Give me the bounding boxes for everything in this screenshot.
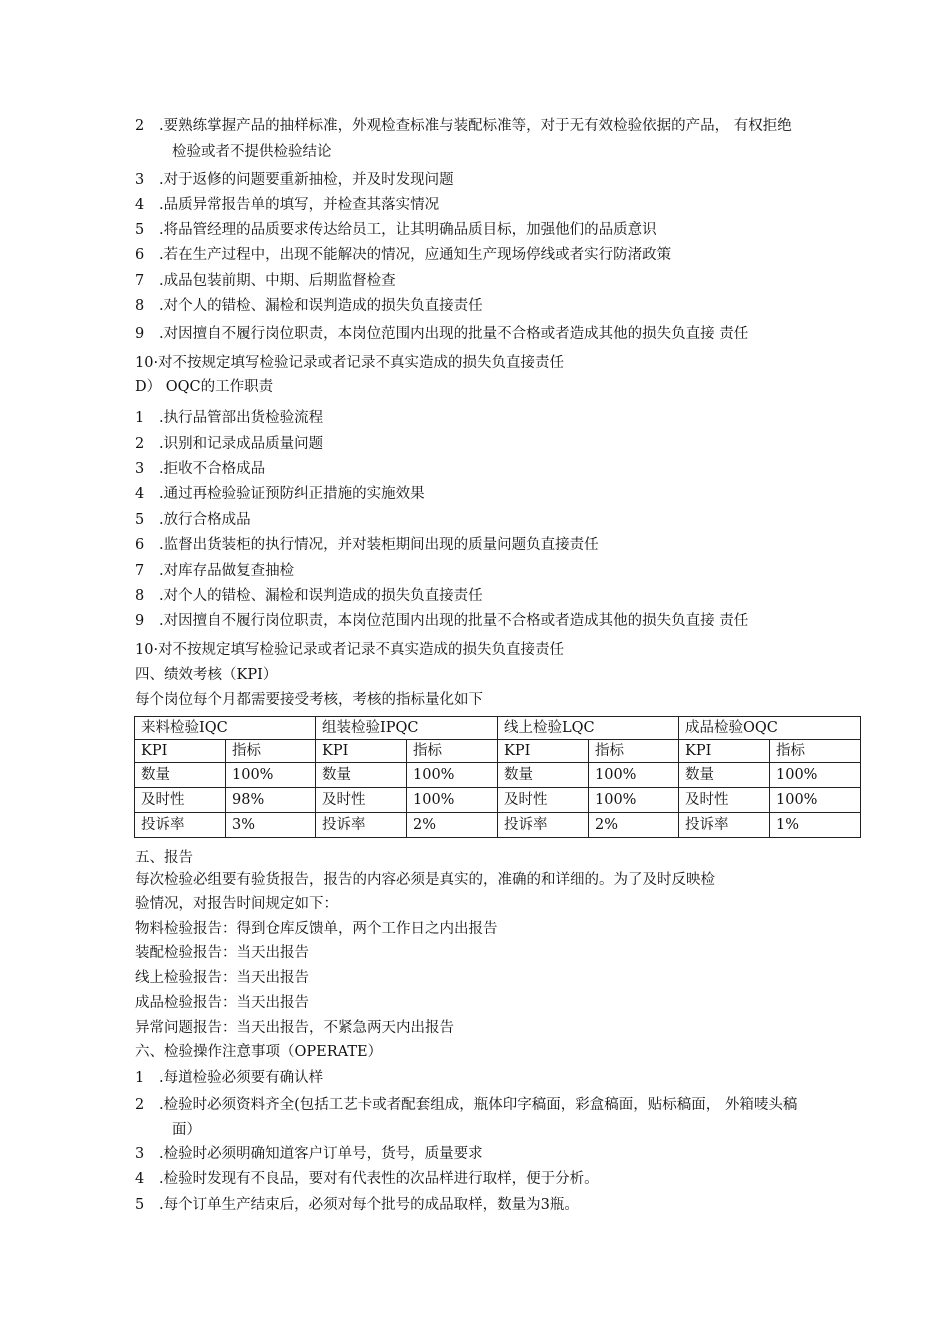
kpi-value: 98% — [226, 788, 316, 813]
c-item-2-continuation: 检验或者不提供检验结论 — [172, 144, 332, 160]
item-number: 4 — [135, 197, 145, 213]
kpi-value: 100% — [770, 763, 861, 788]
item-text: .若在生产过程中，出现不能解决的情况，应通知生产现场停线或者实行防渚政策 — [159, 247, 672, 263]
c-item-7 — [135, 274, 396, 289]
item-number: 4 — [135, 486, 145, 502]
item-number: 9 — [135, 613, 145, 629]
kpi-label: 投诉率 — [679, 813, 770, 838]
item-number: 2 — [135, 1097, 145, 1113]
item-number: 5 — [135, 222, 145, 238]
item-text: .检验时必须资料齐全(包括工艺卡或者配套组成，瓶体印字稿面，彩盒稿面，贴标稿面， 外箱唛头稿 — [159, 1097, 798, 1113]
kpi-label: 及时性 — [679, 788, 770, 813]
d-item-5 — [135, 513, 251, 528]
c-item-10: 10·对不按规定填写检验记录或者记录不真实造成的损失负直接责任 — [135, 355, 565, 371]
d-item-1 — [135, 411, 323, 426]
item-text: .成品包装前期、中期、后期监督检查 — [159, 273, 396, 289]
item-text: .每个订单生产结束后，必须对每个批号的成品取样，数量为3瓶。 — [159, 1197, 579, 1213]
item-text: .对于返修的问题要重新抽检，并及时发现问题 — [159, 172, 454, 188]
kpi-intro: 每个岗位每个月都需要接受考核，考核的指标量化如下 — [135, 692, 483, 708]
kpi-label: 数量 — [316, 763, 407, 788]
c-item-5 — [135, 223, 657, 238]
item-text: .放行合格成品 — [159, 512, 251, 528]
item-number: 5 — [135, 512, 145, 528]
item-text: .每道检验必须要有确认样 — [159, 1070, 324, 1086]
kpi-label: 及时性 — [498, 788, 589, 813]
item-number: 4 — [135, 1171, 145, 1187]
item-number: 3 — [135, 1146, 145, 1162]
item-text: .对个人的错检、漏检和误判造成的损失负直接责任 — [159, 298, 483, 314]
c-item-9 — [135, 327, 748, 342]
item-number: 1 — [135, 1070, 145, 1086]
kpi-value: 100% — [589, 788, 679, 813]
c-item-8 — [135, 299, 483, 314]
kpi-label: 投诉率 — [498, 813, 589, 838]
item-number: 2 — [135, 118, 145, 134]
index-col-header: 指标 — [770, 740, 861, 763]
kpi-value: 2% — [589, 813, 679, 838]
kpi-value: 100% — [407, 788, 498, 813]
report-item-material: 物料检验报告：得到仓库反馈单，两个工作日之内出报告 — [135, 921, 498, 937]
item-number: 1 — [135, 410, 145, 426]
item-number: 7 — [135, 563, 145, 579]
item-number: 5 — [135, 1197, 145, 1213]
kpi-value: 3% — [226, 813, 316, 838]
kpi-group-oqc: 成品检验OQC — [679, 717, 861, 740]
report-heading: 五、报告 — [135, 850, 193, 866]
kpi-label: 投诉率 — [316, 813, 407, 838]
item-text: .将品管经理的品质要求传达给员工，让其明确品质目标，加强他们的品质意识 — [159, 222, 657, 238]
operate-heading: 六、检验操作注意事项（OPERATE） — [135, 1044, 383, 1060]
kpi-col-header: KPI — [135, 740, 226, 763]
item-text: .拒收不合格成品 — [159, 461, 266, 477]
op-item-5 — [135, 1198, 579, 1213]
item-text: .识别和记录成品质量问题 — [159, 436, 324, 452]
kpi-value: 100% — [589, 763, 679, 788]
kpi-label: 数量 — [679, 763, 770, 788]
kpi-label: 数量 — [498, 763, 589, 788]
op-item-3 — [135, 1147, 483, 1162]
kpi-value: 100% — [770, 788, 861, 813]
op-item-4 — [135, 1172, 599, 1187]
c-item-2 — [135, 119, 792, 134]
table-row — [135, 813, 861, 838]
item-text: .要熟练掌握产品的抽样标准，外观检查标准与装配标准等，对于无有效检验依据的产品， 有权拒绝 — [159, 118, 792, 134]
index-col-header: 指标 — [589, 740, 679, 763]
item-text: .检验时发现有不良品，要对有代表性的次品样进行取样，便于分析。 — [159, 1171, 599, 1187]
item-number: 3 — [135, 172, 145, 188]
kpi-value: 100% — [407, 763, 498, 788]
kpi-label: 投诉率 — [135, 813, 226, 838]
report-item-abnormal: 异常问题报告：当天出报告，不紧急两天内出报告 — [135, 1020, 454, 1036]
item-text: .对因擅自不履行岗位职责，本岗位范围内出现的批量不合格或者造成其他的损失负直接 责任 — [159, 326, 749, 342]
c-item-4 — [135, 198, 439, 213]
kpi-label: 及时性 — [135, 788, 226, 813]
index-col-header: 指标 — [226, 740, 316, 763]
kpi-table — [134, 716, 861, 838]
item-number: 9 — [135, 326, 145, 342]
d-item-2 — [135, 437, 323, 452]
item-number: 8 — [135, 298, 145, 314]
kpi-value: 2% — [407, 813, 498, 838]
kpi-col-header: KPI — [679, 740, 770, 763]
item-text: .通过再检验验证预防纠正措施的实施效果 — [159, 486, 425, 502]
kpi-heading: 四、绩效考核（KPI） — [135, 667, 278, 683]
item-text: .对个人的错检、漏检和误判造成的损失负直接责任 — [159, 588, 483, 604]
d-item-3 — [135, 462, 265, 477]
item-text: .监督出货装柜的执行情况，并对装柜期间出现的质量问题负直接责任 — [159, 537, 599, 553]
table-row — [135, 788, 861, 813]
report-item-inline: 线上检验报告：当天出报告 — [135, 970, 309, 986]
kpi-group-ipqc: 组装检验IPQC — [316, 717, 498, 740]
op-item-2 — [135, 1098, 797, 1113]
kpi-group-lqc: 线上检验LQC — [498, 717, 679, 740]
kpi-group-row — [135, 717, 861, 740]
item-text: .对因擅自不履行岗位职责，本岗位范围内出现的批量不合格或者造成其他的损失负直接 责任 — [159, 613, 749, 629]
report-item-finished: 成品检验报告：当天出报告 — [135, 995, 309, 1011]
item-number: 3 — [135, 461, 145, 477]
kpi-group-iqc: 来料检验IQC — [135, 717, 316, 740]
d-item-4 — [135, 487, 425, 502]
item-number: 6 — [135, 537, 145, 553]
d-item-6 — [135, 538, 599, 553]
kpi-col-header: KPI — [498, 740, 589, 763]
item-number: 8 — [135, 588, 145, 604]
item-number: 2 — [135, 436, 145, 452]
index-col-header: 指标 — [407, 740, 498, 763]
kpi-label: 数量 — [135, 763, 226, 788]
report-intro-line-1: 每次检验必组要有验货报告，报告的内容必须是真实的，准确的和详细的。为了及时反映检 — [135, 872, 715, 888]
item-text: .品质异常报告单的填写，并检查其落实情况 — [159, 197, 440, 213]
c-item-6 — [135, 248, 671, 263]
d-item-8 — [135, 589, 483, 604]
kpi-value: 1% — [770, 813, 861, 838]
kpi-value: 100% — [226, 763, 316, 788]
c-item-3 — [135, 173, 454, 188]
item-text: .对库存品做复查抽检 — [159, 563, 295, 579]
item-text: .执行品管部出货检验流程 — [159, 410, 324, 426]
item-number: 7 — [135, 273, 145, 289]
item-text: .检验时必须明确知道客户订单号，货号，质量要求 — [159, 1146, 483, 1162]
kpi-col-header: KPI — [316, 740, 407, 763]
kpi-column-header-row — [135, 740, 861, 763]
d-item-9 — [135, 614, 748, 629]
report-intro-line-2: 验情况，对报告时间规定如下： — [135, 896, 338, 912]
report-item-assembly: 装配检验报告：当天出报告 — [135, 945, 309, 961]
oqc-heading: D） OQC的工作职责 — [135, 379, 274, 395]
kpi-label: 及时性 — [316, 788, 407, 813]
op-item-2-continuation: 面） — [172, 1122, 201, 1138]
op-item-1 — [135, 1071, 323, 1086]
d-item-7 — [135, 564, 294, 579]
table-row — [135, 763, 861, 788]
item-number: 6 — [135, 247, 145, 263]
d-item-10: 10·对不按规定填写检验记录或者记录不真实造成的损失负直接责任 — [135, 642, 565, 658]
